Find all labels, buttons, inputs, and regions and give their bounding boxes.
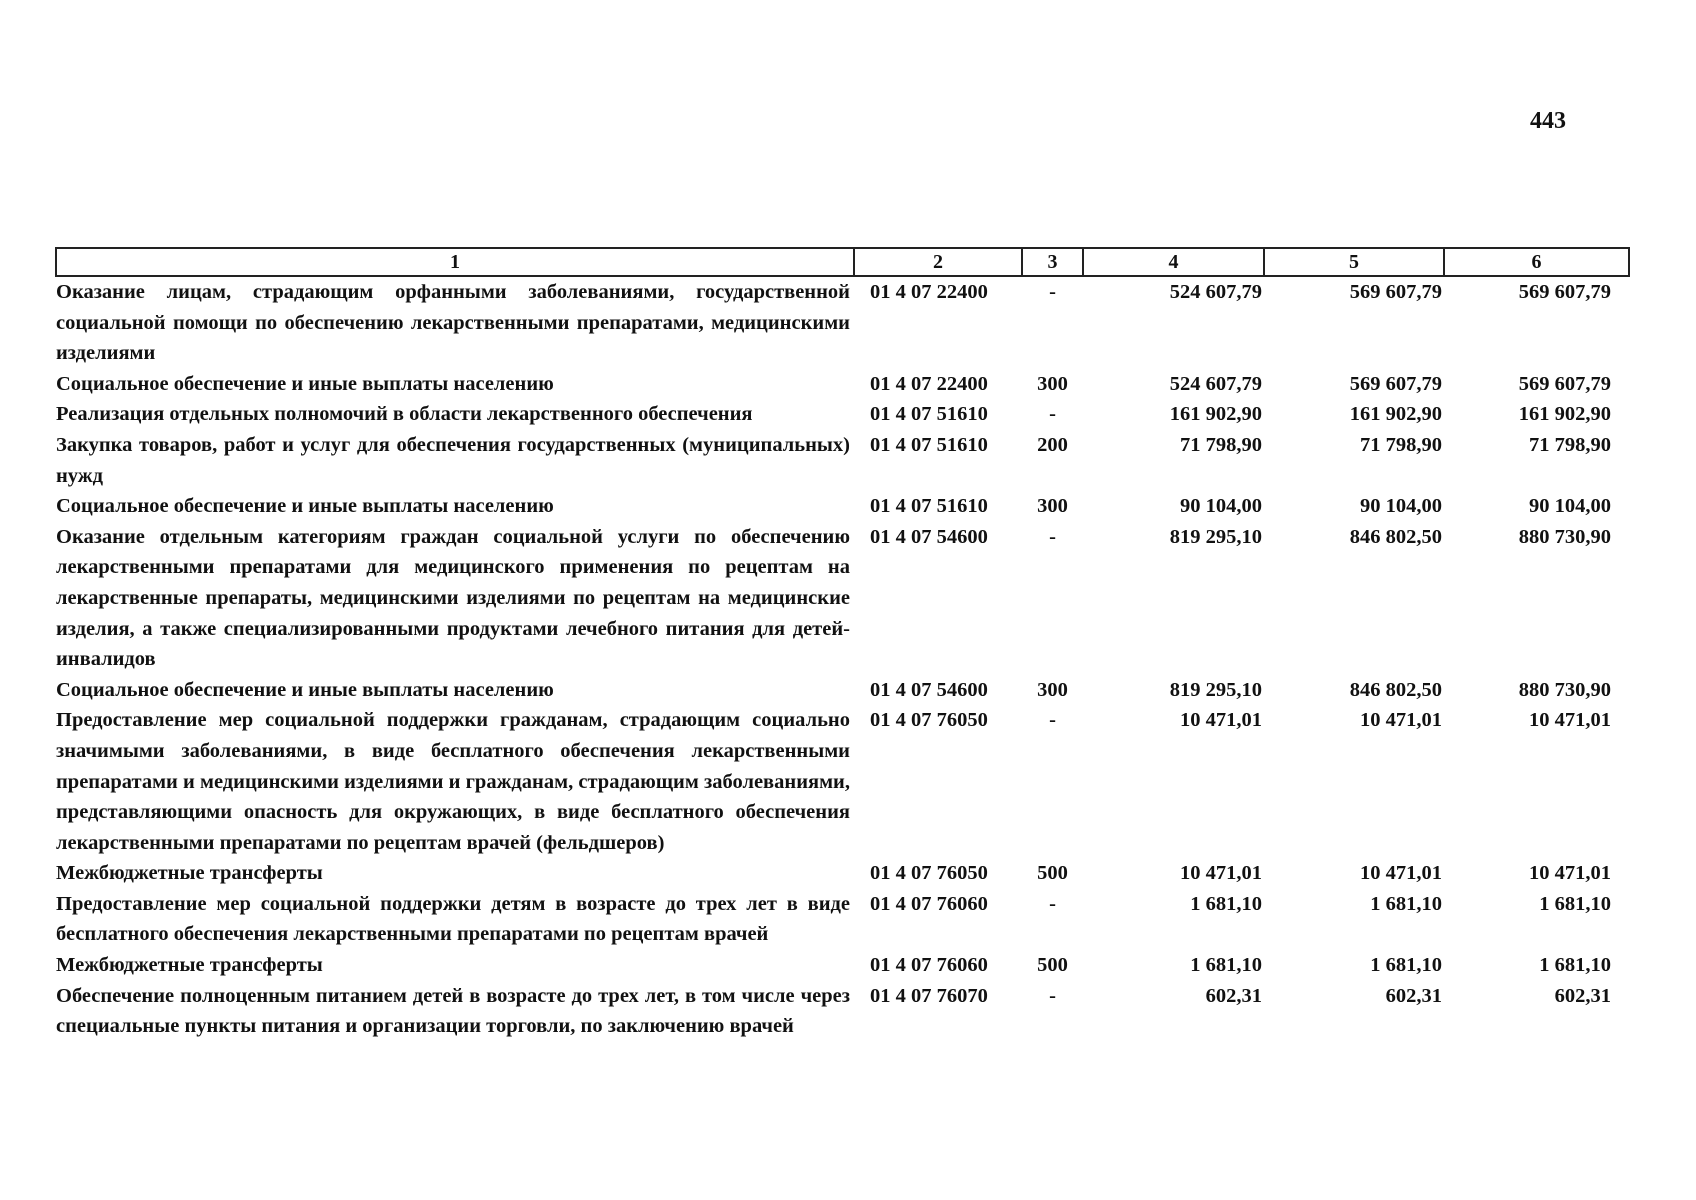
header-col-3: 3 [1022,248,1083,276]
row-name: Социальное обеспечение и иные выплаты населению [56,678,554,701]
row-expense-type: - [1049,281,1056,303]
table-row [56,858,1629,889]
row-code: 01 4 07 54600 [870,525,988,548]
row-code: 01 4 07 22400 [870,372,988,395]
table-header [56,248,1629,276]
row-value-col-5: 602,31 [1385,984,1442,1007]
row-value-col-6: 10 471,01 [1529,862,1611,885]
row-code: 01 4 07 51610 [870,495,988,518]
header-col-2: 2 [854,248,1022,276]
row-value-col-6: 1 681,10 [1539,892,1611,915]
row-value-col-4: 71 798,90 [1180,433,1262,456]
row-value-col-6: 1 681,10 [1539,954,1611,977]
row-code: 01 4 07 76060 [870,954,988,977]
table-row [56,522,1629,675]
row-expense-type: 300 [1037,678,1068,701]
row-name: Социальное обеспечение и иные выплаты населению [56,372,554,395]
table-row [56,981,1629,1042]
row-value-col-6: 880 730,90 [1518,525,1611,548]
row-expense-type: - [1049,403,1056,426]
row-code: 01 4 07 51610 [870,403,988,426]
budget-table [55,247,1630,1042]
row-name: Предоставление мер социальной поддержки детям в возрасте до трех лет в виде бесплатного обеспечения лекарственными препаратами по рецептам врачей [56,892,850,946]
row-value-col-5: 846 802,50 [1349,525,1442,548]
row-value-col-5: 1 681,10 [1370,892,1442,915]
row-expense-type: 300 [1037,372,1068,395]
header-row [56,248,1629,276]
header-col-1: 1 [56,248,854,276]
page-number: 443 [1530,108,1566,134]
row-value-col-6: 880 730,90 [1518,678,1611,701]
row-value-col-6: 602,31 [1554,984,1611,1007]
row-code: 01 4 07 54600 [870,678,988,701]
table-row [56,276,1629,369]
row-value-col-4: 10 471,01 [1180,862,1262,885]
table-row [56,950,1629,981]
row-code: 01 4 07 76070 [870,984,988,1007]
row-expense-type: - [1049,984,1056,1007]
table-row [56,430,1629,491]
header-col-6: 6 [1444,248,1629,276]
row-name: Межбюджетные трансферты [56,954,323,977]
row-name: Закупка товаров, работ и услуг для обеспечения государственных (муниципальных) нужд [56,433,850,487]
row-value-col-4: 10 471,01 [1180,709,1262,732]
row-name: Социальное обеспечение и иные выплаты населению [56,495,554,518]
row-expense-type: 500 [1037,954,1068,977]
row-code: 01 4 07 22400 [870,281,988,303]
row-value-col-5: 1 681,10 [1370,954,1442,977]
table-row [56,705,1629,858]
row-expense-type: 500 [1037,862,1068,885]
row-value-col-4: 161 902,90 [1169,403,1262,426]
row-code: 01 4 07 51610 [870,433,988,456]
header-col-5: 5 [1264,248,1444,276]
table-row [56,491,1629,522]
row-code: 01 4 07 76050 [870,862,988,885]
row-expense-type: 300 [1037,495,1068,518]
row-expense-type: - [1049,525,1056,548]
table-row [56,369,1629,400]
row-name: Межбюджетные трансферты [56,862,323,885]
row-value-col-4: 602,31 [1205,984,1262,1007]
row-value-col-4: 819 295,10 [1169,525,1262,548]
row-code: 01 4 07 76060 [870,892,988,915]
row-value-col-4: 524 607,79 [1169,281,1262,303]
row-value-col-5: 71 798,90 [1360,433,1442,456]
row-value-col-6: 569 607,79 [1518,372,1611,395]
row-value-col-6: 71 798,90 [1529,433,1611,456]
row-name: Оказание лицам, страдающим орфанными заболеваниями, государственной социальной помощи по обеспечению лекарственными препаратами, медицинскими изделиями [56,281,850,365]
row-value-col-5: 10 471,01 [1360,709,1442,732]
row-value-col-5: 846 802,50 [1349,678,1442,701]
row-value-col-4: 1 681,10 [1190,892,1262,915]
row-value-col-6: 10 471,01 [1529,709,1611,732]
row-value-col-4: 819 295,10 [1169,678,1262,701]
header-col-4: 4 [1083,248,1264,276]
row-value-col-5: 161 902,90 [1349,403,1442,426]
row-value-col-5: 569 607,79 [1349,372,1442,395]
row-value-col-5: 90 104,00 [1360,495,1442,518]
row-value-col-6: 569 607,79 [1518,281,1611,303]
table-row [56,399,1629,430]
table-body [56,276,1629,1042]
row-value-col-4: 1 681,10 [1190,954,1262,977]
row-expense-type: 200 [1037,433,1068,456]
row-value-col-6: 90 104,00 [1529,495,1611,518]
row-value-col-5: 10 471,01 [1360,862,1442,885]
row-expense-type: - [1049,892,1056,915]
row-name: Обеспечение полноценным питанием детей в возрасте до трех лет, в том числе через специальные пункты питания и организации торговли, по заключению врачей [56,984,850,1038]
table-row [56,889,1629,950]
row-name: Предоставление мер социальной поддержки гражданам, страдающим социально значимыми заболеваниями, в виде бесплатного обеспечения лекарственными препаратами и медицинскими изделиями и гражданам, страдающим заболеваниями, представляющими опасность для окружающих, в виде бесплатного обеспечения лекарственными препаратами по рецептам врачей (фельдшеров) [56,709,850,854]
row-value-col-4: 90 104,00 [1180,495,1262,518]
row-value-col-4: 524 607,79 [1169,372,1262,395]
row-name: Реализация отдельных полномочий в области лекарственного обеспечения [56,403,753,426]
row-value-col-5: 569 607,79 [1349,281,1442,303]
row-expense-type: - [1049,709,1056,732]
row-name: Оказание отдельным категориям граждан социальной услуги по обеспечению лекарственными препаратами для медицинского применения по рецептам на лекарственные препараты, медицинскими изделиями по рецептам на медицинские изделия, а также специализированными продуктами лечебного питания для детей-инвалидов [56,525,850,671]
row-code: 01 4 07 76050 [870,709,988,732]
table-row [56,675,1629,706]
row-value-col-6: 161 902,90 [1518,403,1611,426]
